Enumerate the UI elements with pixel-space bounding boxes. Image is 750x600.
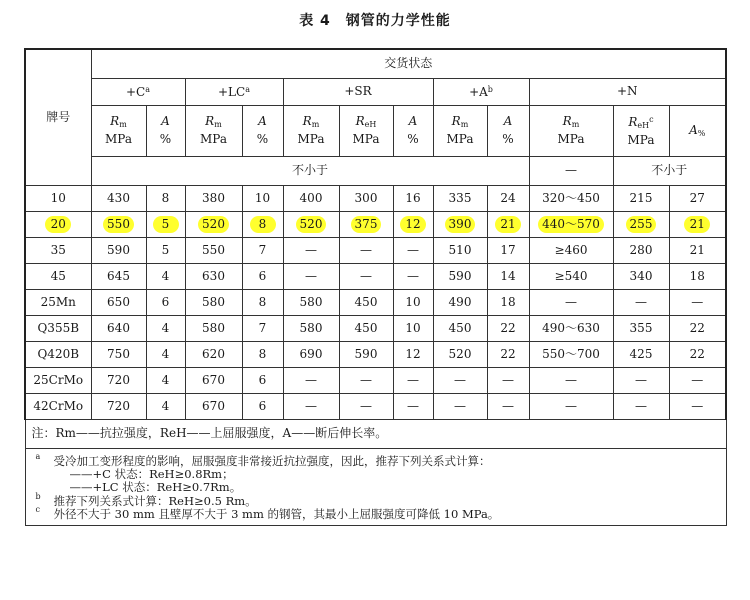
cell-a-rm: 520 <box>433 342 487 368</box>
cell-lc-rm: 630 <box>185 264 242 290</box>
cell-a-a: 14 <box>487 264 529 290</box>
table-row <box>25 186 726 212</box>
header-lc-a: A % <box>242 106 283 157</box>
cell-a-rm: 390 <box>433 212 487 238</box>
cell-n-rm: 320～450 <box>529 186 613 212</box>
header-group-a: $+A^b$ <box>433 79 529 106</box>
cell-lc-a: 6 <box>242 368 283 394</box>
cell-lc-rm: 550 <box>185 238 242 264</box>
cell-n-a: — <box>669 290 726 316</box>
cell-sr-a: 12 <box>393 342 433 368</box>
cell-c-a: 4 <box>146 264 185 290</box>
cell-c-a: 5 <box>146 212 185 238</box>
cell-n-rm: ≥540 <box>529 264 613 290</box>
cell-lc-a: 7 <box>242 316 283 342</box>
cell-grade: 10 <box>25 186 91 212</box>
cell-grade: 20 <box>25 212 91 238</box>
cell-grade: 42CrMo <box>25 394 91 420</box>
cell-lc-a: 10 <box>242 186 283 212</box>
cell-a-a: 24 <box>487 186 529 212</box>
cell-n-reh: 340 <box>613 264 669 290</box>
cell-sr-rm: — <box>283 394 339 420</box>
header-n-reh: $R_{eH}^c$ MPa <box>613 106 669 157</box>
cell-n-a: 21 <box>669 212 726 238</box>
cell-lc-rm: 620 <box>185 342 242 368</box>
cell-n-a: 22 <box>669 342 726 368</box>
cell-sr-reh: — <box>339 368 393 394</box>
cell-n-reh: 215 <box>613 186 669 212</box>
cell-sr-a: — <box>393 264 433 290</box>
cell-lc-rm: 670 <box>185 394 242 420</box>
cell-lc-a: 8 <box>242 342 283 368</box>
cell-sr-rm: 580 <box>283 290 339 316</box>
cell-n-a: 18 <box>669 264 726 290</box>
cell-c-a: 4 <box>146 368 185 394</box>
cell-sr-reh: 300 <box>339 186 393 212</box>
cell-sr-a: — <box>393 368 433 394</box>
header-sr-rm: $R_m$ MPa <box>283 106 339 157</box>
cell-sr-reh: — <box>339 238 393 264</box>
cell-n-reh: 255 <box>613 212 669 238</box>
cell-n-reh: — <box>613 290 669 316</box>
header-group-lc: $+LC^a$ <box>185 79 283 106</box>
table-row <box>25 212 726 238</box>
header-a-rm: $R_m$ MPa <box>433 106 487 157</box>
cell-c-rm: 590 <box>91 238 146 264</box>
cell-c-a: 4 <box>146 316 185 342</box>
footnote-a-line-2: ——+LC 状态：ReH≥0.7Rm。 <box>69 480 242 495</box>
cell-sr-rm: — <box>283 264 339 290</box>
cell-grade: Q420B <box>25 342 91 368</box>
cell-c-rm: 640 <box>91 316 146 342</box>
cell-grade: 25Mn <box>25 290 91 316</box>
header-sr-reh: $R_{eH}$ MPa <box>339 106 393 157</box>
cell-sr-a: 12 <box>393 212 433 238</box>
cell-a-rm: 450 <box>433 316 487 342</box>
cell-a-a: — <box>487 368 529 394</box>
cell-grade: 45 <box>25 264 91 290</box>
header-group-sr: +SR <box>283 79 433 106</box>
cell-lc-a: 6 <box>242 264 283 290</box>
cell-sr-reh: 375 <box>339 212 393 238</box>
header-c-rm: $R_m$ MPa <box>91 106 146 157</box>
header-lc-rm: $R_m$ MPa <box>185 106 242 157</box>
cell-c-rm: 720 <box>91 394 146 420</box>
cell-c-rm: 720 <box>91 368 146 394</box>
cell-a-a: — <box>487 394 529 420</box>
cell-a-rm: 510 <box>433 238 487 264</box>
cell-c-rm: 550 <box>91 212 146 238</box>
header-grade: 牌号 <box>25 49 91 186</box>
cell-sr-a: — <box>393 394 433 420</box>
cell-a-a: 18 <box>487 290 529 316</box>
cell-lc-rm: 380 <box>185 186 242 212</box>
mechanical-properties-table <box>24 48 727 526</box>
cell-sr-reh: 450 <box>339 290 393 316</box>
cell-n-rm: — <box>529 394 613 420</box>
header-group-n: +N <box>529 79 726 106</box>
cell-lc-rm: 670 <box>185 368 242 394</box>
header-group-c: $+C^a$ <box>91 79 185 106</box>
cell-sr-a: — <box>393 238 433 264</box>
cell-a-rm: — <box>433 368 487 394</box>
header-n-not-less-than: 不小于 <box>613 157 726 186</box>
cell-grade: 35 <box>25 238 91 264</box>
table-row <box>25 238 726 264</box>
cell-sr-a: 10 <box>393 316 433 342</box>
table-row <box>25 394 726 420</box>
cell-lc-rm: 580 <box>185 290 242 316</box>
cell-n-rm: — <box>529 290 613 316</box>
footnote-b: b 推荐下列关系式计算：ReH≥0.5 Rm。 <box>35 491 257 508</box>
footnote-c: c 外径不大于 30 mm 且壁厚不大于 3 mm 的钢管，其最小上屈服强度可降低 10 MPa。 <box>35 504 500 521</box>
cell-a-a: 22 <box>487 316 529 342</box>
footnote-a: a 受冷加工变形程度的影响，屈服强度非常接近抗拉强度，因此，推荐下列关系式计算： <box>35 452 491 468</box>
cell-sr-reh: — <box>339 264 393 290</box>
header-n-rm-dash: — <box>529 157 613 186</box>
cell-lc-rm: 580 <box>185 316 242 342</box>
cell-n-reh: 425 <box>613 342 669 368</box>
cell-c-rm: 645 <box>91 264 146 290</box>
cell-c-a: 4 <box>146 342 185 368</box>
cell-n-a: — <box>669 368 726 394</box>
cell-n-rm: ≥460 <box>529 238 613 264</box>
cell-sr-reh: 450 <box>339 316 393 342</box>
header-not-less-than: 不小于 <box>91 157 529 186</box>
cell-a-rm: 590 <box>433 264 487 290</box>
table-row <box>25 342 726 368</box>
cell-a-a: 21 <box>487 212 529 238</box>
header-a-a: A % <box>487 106 529 157</box>
cell-a-a: 17 <box>487 238 529 264</box>
cell-lc-a: 8 <box>242 212 283 238</box>
footnote-a-line-1: ——+C 状态：ReH≥0.8Rm； <box>69 467 234 482</box>
cell-grade: 25CrMo <box>25 368 91 394</box>
cell-n-rm: 440～570 <box>529 212 613 238</box>
cell-c-rm: 750 <box>91 342 146 368</box>
cell-n-a: — <box>669 394 726 420</box>
table-note: 注：Rm——抗拉强度，ReH——上屈服强度，A——断后伸长率。 <box>25 420 726 449</box>
cell-sr-a: 10 <box>393 290 433 316</box>
cell-c-a: 6 <box>146 290 185 316</box>
cell-sr-a: 16 <box>393 186 433 212</box>
cell-sr-rm: 690 <box>283 342 339 368</box>
header-delivery-state: 交货状态 <box>91 49 726 79</box>
table-body <box>25 186 726 420</box>
cell-sr-rm: — <box>283 238 339 264</box>
cell-a-rm: 335 <box>433 186 487 212</box>
cell-grade: Q355B <box>25 316 91 342</box>
cell-c-a: 4 <box>146 394 185 420</box>
cell-c-rm: 650 <box>91 290 146 316</box>
cell-lc-rm: 520 <box>185 212 242 238</box>
cell-sr-rm: 580 <box>283 316 339 342</box>
cell-a-rm: — <box>433 394 487 420</box>
cell-n-rm: 550～700 <box>529 342 613 368</box>
header-c-a: A % <box>146 106 185 157</box>
cell-n-a: 27 <box>669 186 726 212</box>
cell-sr-rm: 520 <box>283 212 339 238</box>
table-row <box>25 264 726 290</box>
table-title: 表 4 钢管的力学性能 <box>299 13 451 29</box>
cell-sr-reh: 590 <box>339 342 393 368</box>
header-n-rm: $R_m$ MPa <box>529 106 613 157</box>
cell-lc-a: 8 <box>242 290 283 316</box>
cell-sr-reh: — <box>339 394 393 420</box>
cell-n-a: 22 <box>669 316 726 342</box>
cell-a-rm: 490 <box>433 290 487 316</box>
cell-c-a: 8 <box>146 186 185 212</box>
cell-lc-a: 6 <box>242 394 283 420</box>
cell-sr-rm: 400 <box>283 186 339 212</box>
cell-n-reh: 280 <box>613 238 669 264</box>
cell-n-reh: 355 <box>613 316 669 342</box>
cell-n-rm: — <box>529 368 613 394</box>
cell-n-a: 21 <box>669 238 726 264</box>
cell-n-reh: — <box>613 368 669 394</box>
cell-n-rm: 490～630 <box>529 316 613 342</box>
table-row <box>25 316 726 342</box>
cell-a-a: 22 <box>487 342 529 368</box>
cell-c-rm: 430 <box>91 186 146 212</box>
cell-n-reh: — <box>613 394 669 420</box>
table-row <box>25 368 726 394</box>
header-n-a: $A_{\%}$ <box>669 106 726 157</box>
table-footnotes <box>25 449 726 526</box>
cell-sr-rm: — <box>283 368 339 394</box>
cell-lc-a: 7 <box>242 238 283 264</box>
table-row <box>25 290 726 316</box>
header-sr-a: A % <box>393 106 433 157</box>
cell-c-a: 5 <box>146 238 185 264</box>
